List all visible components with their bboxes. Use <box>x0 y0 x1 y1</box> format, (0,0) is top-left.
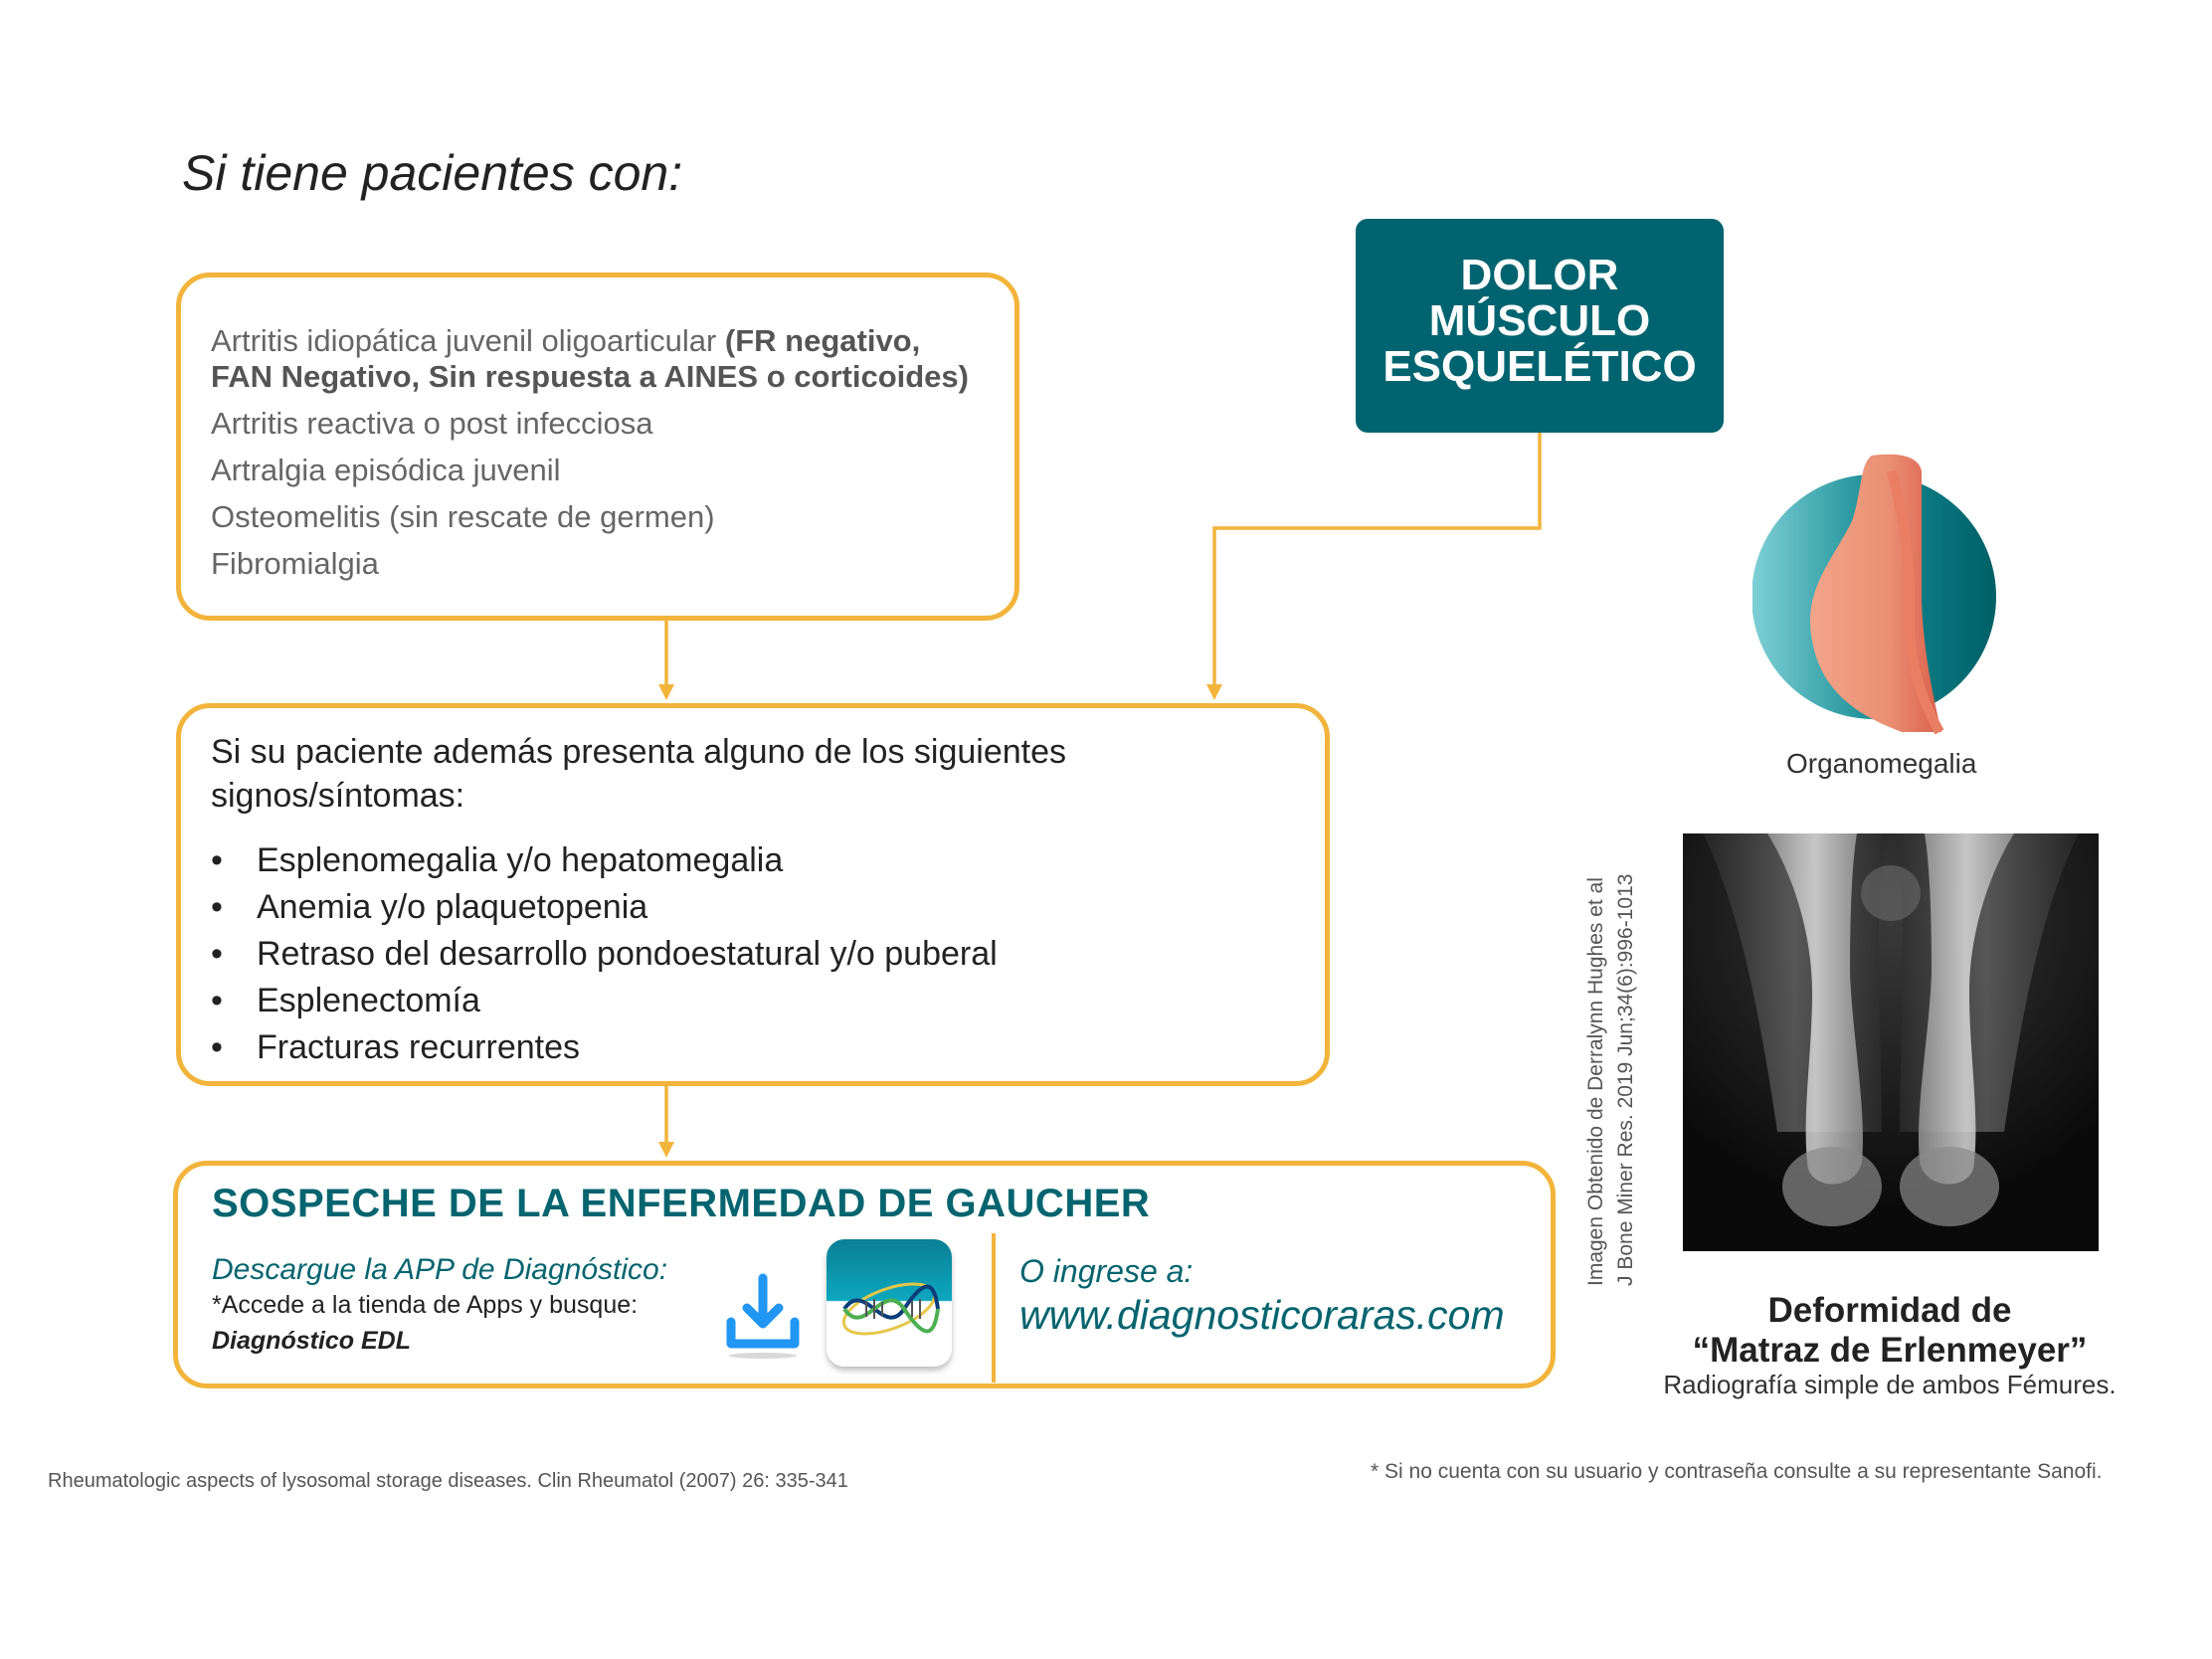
conditions-list <box>211 323 995 593</box>
bullet: • <box>211 888 223 926</box>
pain-box-line: MÚSCULO <box>1428 296 1651 345</box>
condition-item <box>211 323 995 395</box>
arrowhead-box2-box3 <box>658 1142 674 1158</box>
connector-dolor-box2 <box>1214 433 1540 686</box>
symptom-text: Esplenomegalia y/o hepatomegalia <box>257 841 784 879</box>
app-store-note: *Accede a la tienda de Apps y busque: <box>212 1291 639 1319</box>
bullet: • <box>211 982 223 1019</box>
app-name: Diagnóstico EDL <box>212 1327 412 1355</box>
image-credit-line: Imagen Obtenido de Derralynn Hughes et al <box>1584 877 1607 1286</box>
xray-caption-line: “Matraz de Erlenmeyer” <box>1692 1331 2088 1370</box>
gaucher-title: SOSPECHE DE LA ENFERMEDAD DE GAUCHER <box>212 1182 1151 1225</box>
image-credit-line: J Bone Miner Res. 2019 Jun;34(6):996-1013 <box>1614 873 1637 1286</box>
symptoms-intro: Si su paciente además presenta alguno de los siguientes signos/síntomas: <box>211 733 1067 815</box>
symptoms-box <box>176 703 1330 1086</box>
bullet: • <box>211 1028 223 1066</box>
footnote: * Si no cuenta con su usuario y contraseña consulte a su representante Sanofi. <box>1371 1460 2103 1483</box>
download-icon[interactable] <box>723 1270 803 1360</box>
app-download-label: Descargue la APP de Diagnóstico: <box>212 1253 668 1286</box>
bullet: • <box>211 841 223 879</box>
conditions-box <box>176 273 1019 621</box>
condition-item-bold: (FR negativo, <box>724 323 921 358</box>
symptom-item <box>211 837 998 884</box>
condition-item-bold-continued: FAN Negativo, Sin respuesta a AINES o corticoides) <box>211 359 969 394</box>
arrowhead-box1-box2 <box>658 684 674 700</box>
page-heading: Si tiene pacientes con: <box>182 145 683 201</box>
bullet: • <box>211 935 223 973</box>
symptom-text: Fracturas recurrentes <box>257 1028 580 1066</box>
symptom-item <box>211 1024 998 1071</box>
bibliographic-reference: Rheumatologic aspects of lysosomal storage diseases. Clin Rheumatol (2007) 26: 335-341 <box>48 1470 848 1492</box>
condition-item: Fibromialgia <box>211 546 379 581</box>
pain-box-line: DOLOR <box>1460 251 1619 299</box>
vertical-divider <box>992 1233 996 1382</box>
symptom-item <box>211 931 998 978</box>
symptoms-list <box>211 837 998 1071</box>
xray-caption-line: Deformidad de <box>1767 1291 2012 1330</box>
xray-caption-title <box>1631 1291 2148 1371</box>
website-label: O ingrese a: <box>1019 1253 1194 1289</box>
website-link[interactable]: www.diagnosticoraras.com <box>1019 1292 1505 1338</box>
organomegaly-label: Organomegalia <box>1786 748 1977 779</box>
symptom-item <box>211 978 998 1024</box>
symptom-text: Esplenectomía <box>257 982 480 1019</box>
gaucher-suspicion-box <box>173 1161 1556 1388</box>
xray-caption-subtitle: Radiografía simple de ambos Fémures. <box>1663 1370 2117 1399</box>
musculoskeletal-pain-box <box>1356 219 1724 433</box>
symptom-text: Anemia y/o plaquetopenia <box>257 888 648 926</box>
organomegaly-illustration <box>1752 452 1996 750</box>
app-dna-icon[interactable] <box>827 1239 952 1367</box>
femur-xray-image <box>1683 833 2099 1251</box>
pain-box-line: ESQUELÉTICO <box>1382 342 1697 391</box>
condition-item: Artritis reactiva o post infecciosa <box>211 406 653 441</box>
symptom-item <box>211 884 998 931</box>
condition-item: Osteomelitis (sin rescate de germen) <box>211 499 715 534</box>
image-credit <box>1581 789 1641 1286</box>
condition-item-regular: Artritis idiopática juvenil oligoarticular <box>211 323 725 358</box>
condition-item: Artralgia episódica juvenil <box>211 453 561 487</box>
arrowhead-dolor-box2 <box>1206 684 1222 700</box>
symptom-text: Retraso del desarrollo pondoestatural y/o puberal <box>257 935 998 973</box>
